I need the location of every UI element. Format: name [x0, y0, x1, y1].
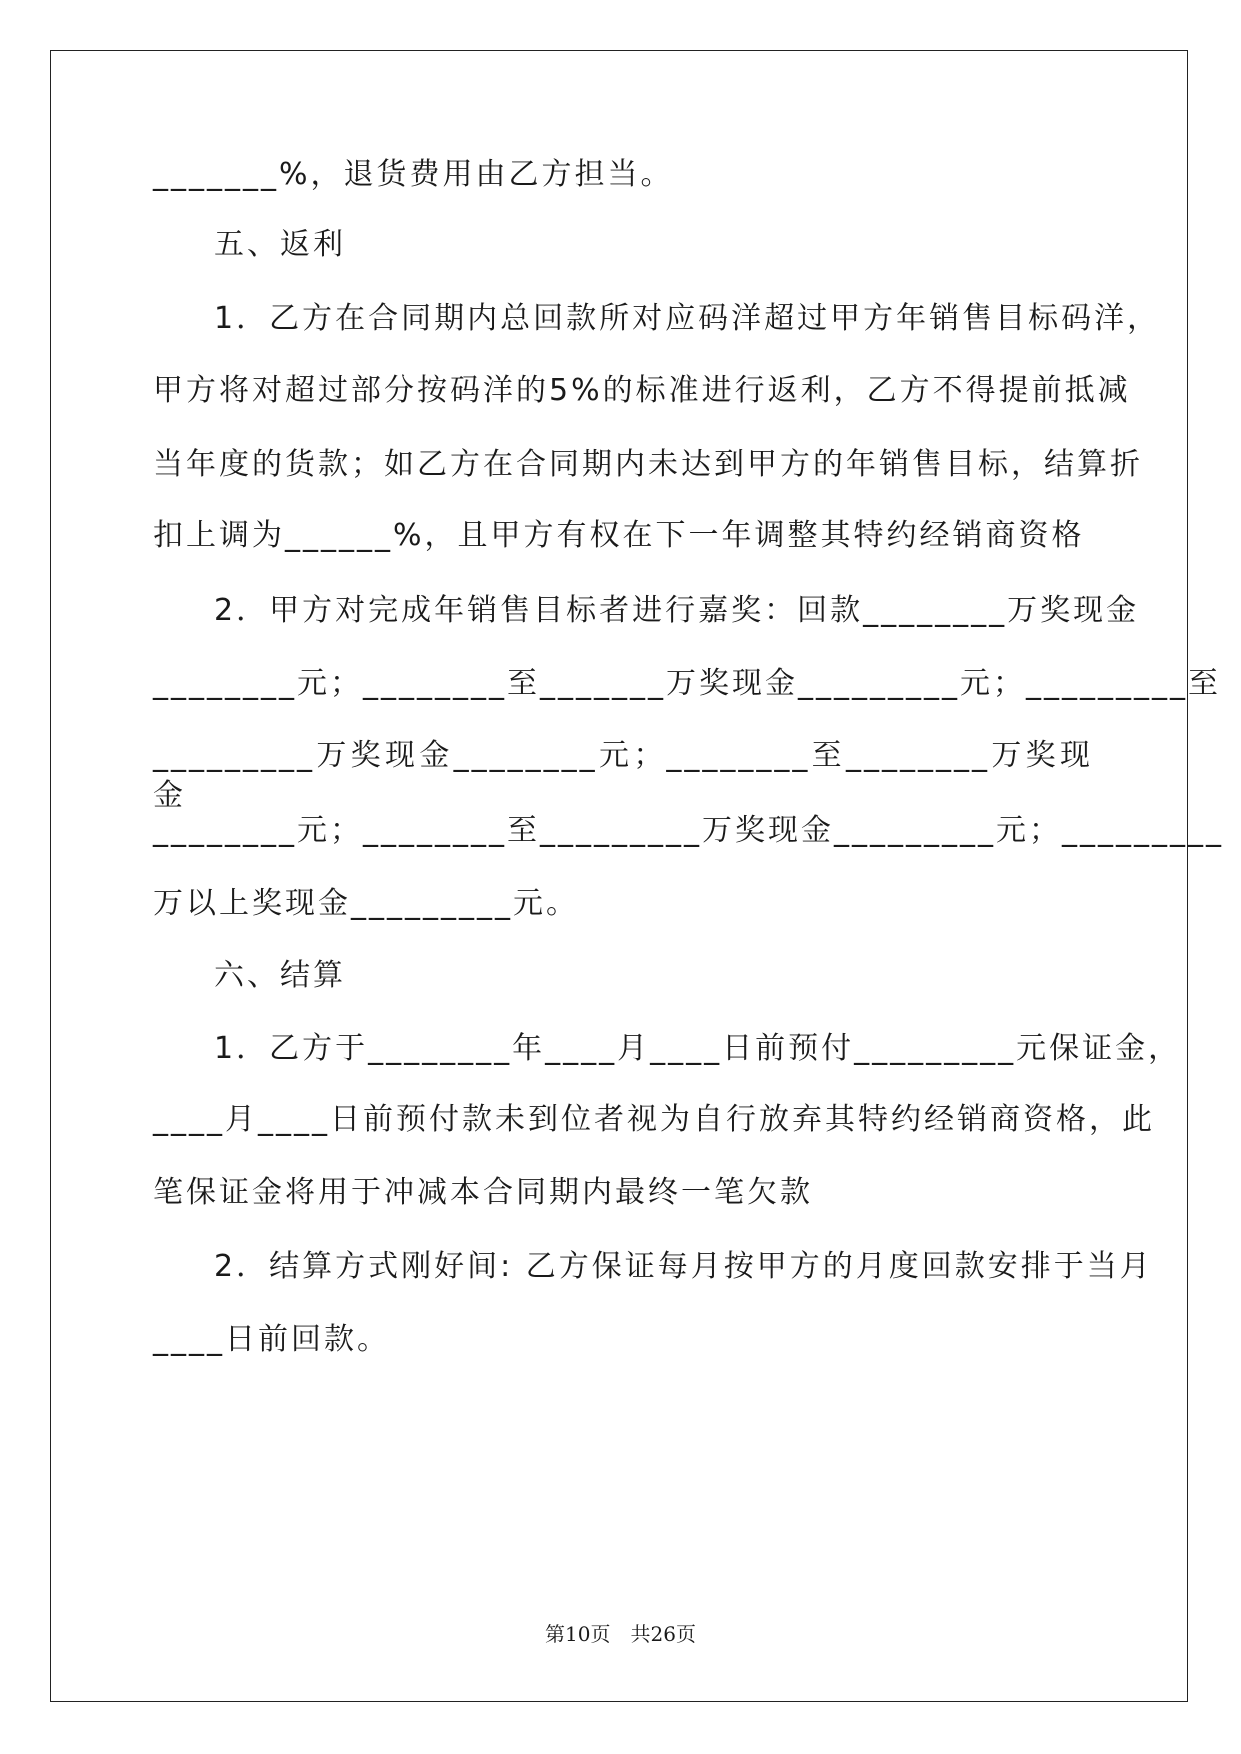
text-line-17: ____日前回款。: [153, 1322, 390, 1357]
page-border: [50, 50, 1224, 1702]
text-line-6: 扣上调为______%，且甲方有权在下一年调整其特约经销商资格: [153, 518, 1085, 553]
section-heading-rebate: 五、返利: [214, 227, 346, 262]
text-line-9: _________万奖现金________元；________至________万奖现金: [153, 738, 1093, 813]
text-line-7: 2．甲方对完成年销售目标者进行嘉奖：回款________万奖现金: [214, 593, 1140, 628]
text-line-11: 万以上奖现金_________元。: [153, 886, 579, 921]
text-line-5: 当年度的货款；如乙方在合同期内未达到甲方的年销售目标，结算折: [153, 447, 1143, 482]
text-line-4: 甲方将对超过部分按码洋的5%的标准进行返利，乙方不得提前抵减: [153, 373, 1131, 408]
text-line-1: _______%，退货费用由乙方担当。: [153, 157, 674, 192]
text-line-3: 1．乙方在合同期内总回款所对应码洋超过甲方年销售目标码洋，: [214, 301, 1161, 336]
text-line-10: ________元；________至_________万奖现金_________元；_________: [153, 813, 1224, 848]
text-line-8: ________元；________至_______万奖现金_________元；_________至: [153, 666, 1221, 701]
text-line-15: 笔保证金将用于冲减本合同期内最终一笔欠款: [153, 1175, 813, 1210]
text-line-14: ____月____日前预付款未到位者视为自行放弃其特约经销商资格，此: [153, 1102, 1155, 1137]
page-number-footer: 第10页 共26页: [545, 1622, 696, 1646]
text-line-16: 2．结算方式刚好间: 乙方保证每月按甲方的月度回款安排于当月: [214, 1249, 1153, 1284]
section-heading-settlement: 六、结算: [214, 958, 346, 993]
text-line-13: 1．乙方于________年____月____日前预付_________元保证金，: [214, 1031, 1182, 1066]
